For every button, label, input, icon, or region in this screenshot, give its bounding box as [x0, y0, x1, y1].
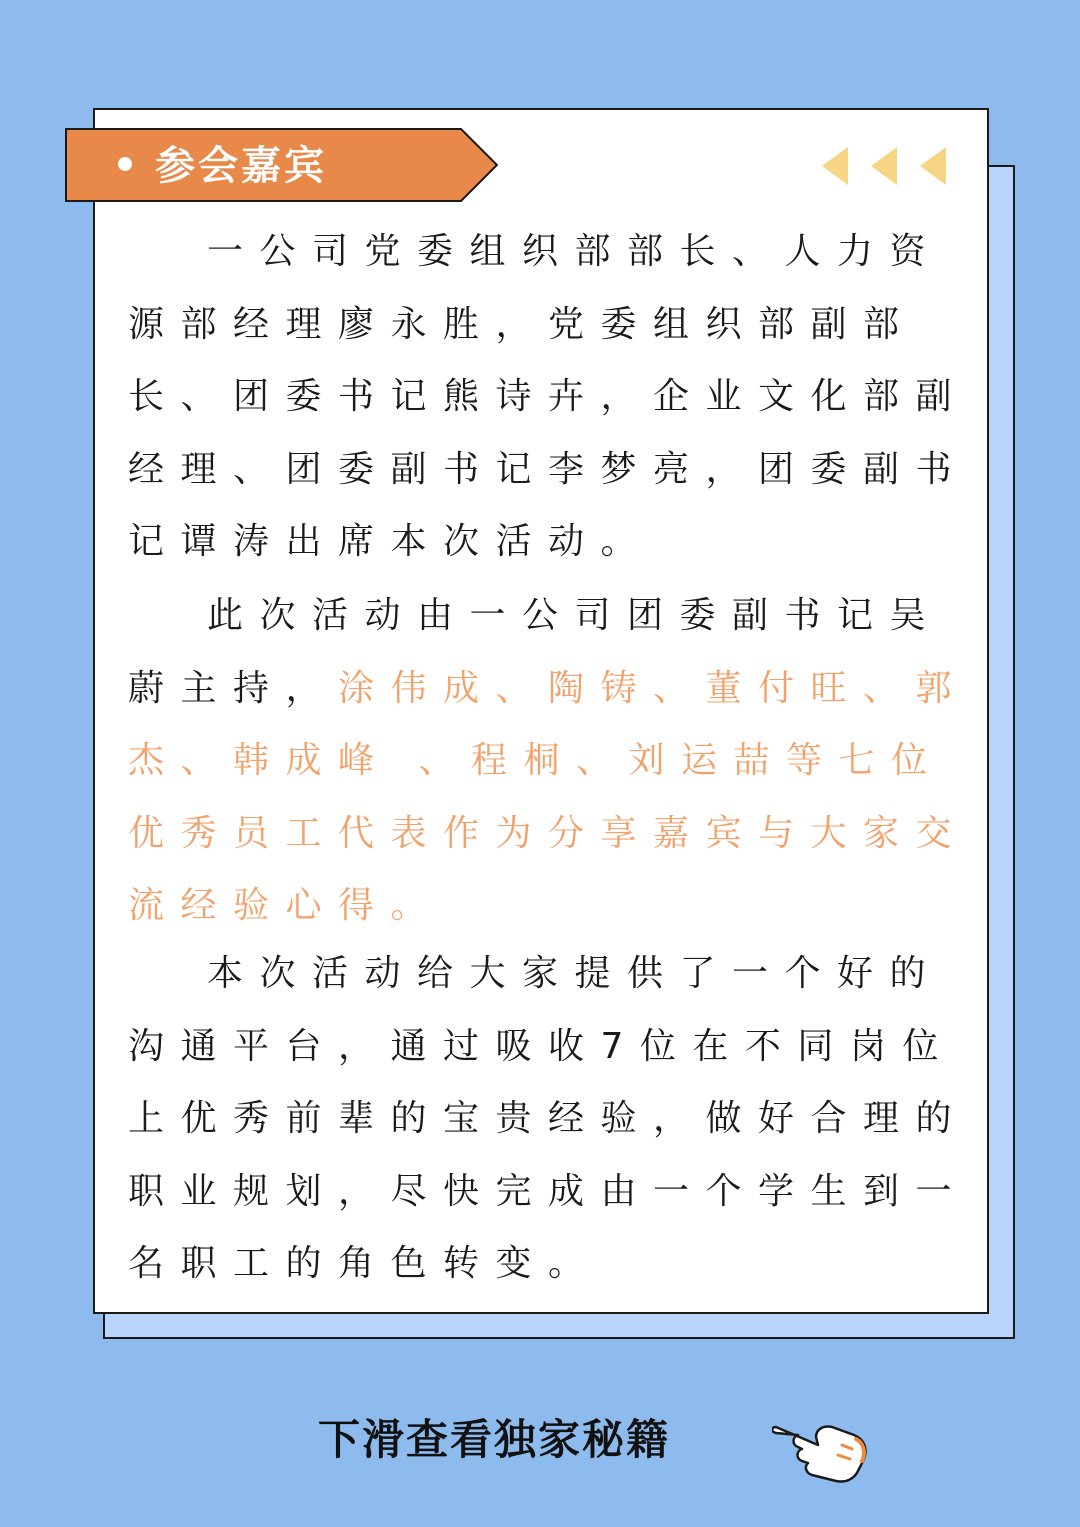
paragraph-guests: 一公司党委组织部部长、人力资源部经理廖永胜，党委组织部副部长、团委书记熊诗卉，企业文化部副经理、团委副书记李梦亮，团委副书记谭涛出席本次活动。 — [128, 231, 969, 562]
arrows-decoration — [820, 145, 950, 187]
triangle-left-icon — [920, 147, 946, 185]
scroll-hint-text[interactable]: 下滑查看独家秘籍 — [318, 1415, 671, 1464]
section-title: 参会嘉宾 — [155, 143, 327, 189]
paragraph-summary: 本次活动给大家提供了一个好的沟通平台，通过吸收7位在不同岗位上优秀前辈的宝贵经验，做好合理的职业规划，尽快完成由一个学生到一名职工的角色转变。 — [128, 953, 969, 1284]
bullet-dot-icon — [118, 157, 132, 171]
triangle-left-icon — [871, 147, 897, 185]
speakers-highlight: 涂伟成、陶铸、董付旺、郭杰、韩成峰 、程桐、刘运喆等七位优秀员工代表作为分享嘉宾与大家交流经验心得。 — [128, 667, 969, 926]
paragraph-speakers-intro: 此次活动由一公司团委副书记吴蔚主持， — [128, 595, 943, 709]
pointing-hand-icon[interactable] — [772, 1415, 872, 1485]
paragraph-speakers — [128, 580, 978, 943]
triangle-left-icon — [822, 147, 848, 185]
